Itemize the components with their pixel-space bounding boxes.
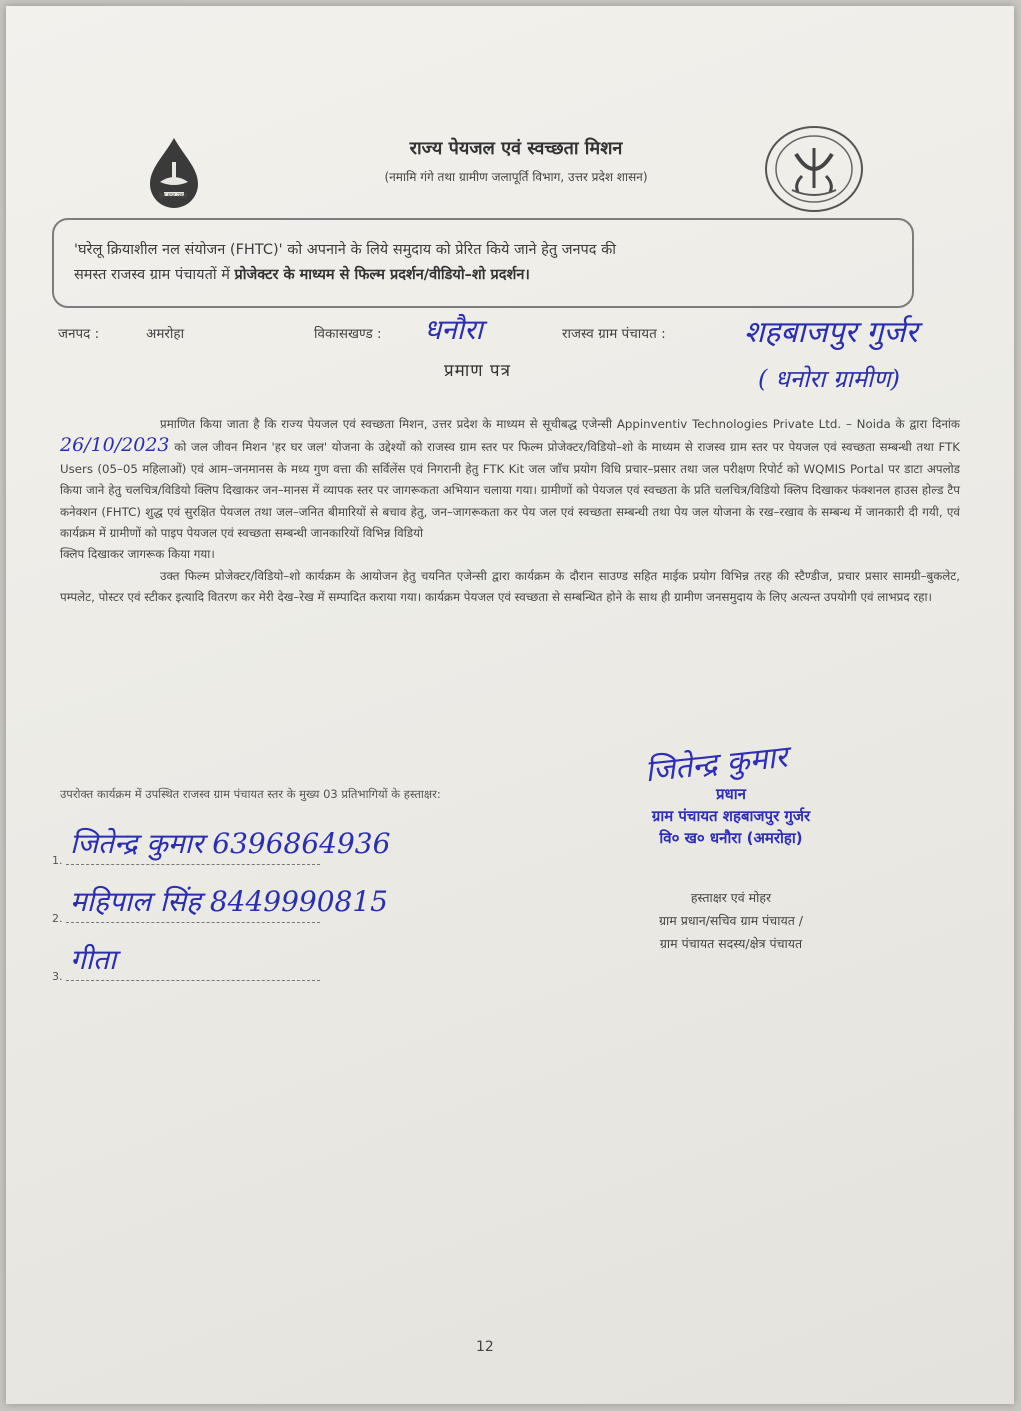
block-label: विकासखण्ड : (314, 326, 382, 342)
participant-entry-handwritten: गीता (70, 943, 117, 976)
stamp-role: प्रधान (716, 785, 746, 803)
certificate-body (60, 414, 960, 609)
signature-line (66, 980, 320, 981)
district-label: जनपद : (58, 326, 100, 342)
panchayat-note-handwritten: ( धनोरा ग्रामीण) (758, 365, 900, 393)
water-drop-logo-icon (134, 134, 214, 214)
pradhan-stamp (596, 739, 866, 849)
participant-row (52, 824, 472, 882)
participant-entry-handwritten: जितेन्द्र कुमार 6396864936 (70, 827, 391, 860)
participants-label: उपरोक्त कार्यक्रम में उपस्थित राजस्व ग्राम पंचायत स्तर के मुख्य 03 प्रतिभागियों के हस्ताक्षर: (60, 787, 441, 801)
certificate-title: प्रमाण पत्र (444, 361, 511, 381)
subject-box (52, 218, 914, 308)
subject-line-2 (74, 263, 894, 288)
body-paragraph-2: उक्त फिल्म प्रोजेक्टर/विडियो–शो कार्यक्रम के आयोजन हेतु चयनित एजेन्सी द्वारा कार्यक्रम के दौरान साउण्ड सहित माईक प्रयोग विभिन्न तरह की स्टैण्डीज, प्रचार प्रसार सामग्री–बुकलेट, पम्पलेट, पोस्टर एवं स्टीकर इत्यादि वितरण कर मेरी देख–रेख में सम्पादित कराया गया। कार्यक्रम पेयजल एवं स्वच्छता से सम्बन्धित होने के साथ ही ग्रामीण जनसमुदाय के लिए अत्यन्त उपयोगी एवं लाभप्रद रहा। (60, 568, 960, 605)
body-paragraph-1-part-c: क्लिप दिखाकर जागरूक किया गया। (60, 547, 215, 562)
signature-block-line-1: हस्ताक्षर एवं मोहर (690, 890, 772, 905)
panchayat-value-handwritten: शहबाजपुर गुर्जर (744, 315, 918, 350)
signature-block (596, 886, 866, 955)
mission-title: राज्य पेयजल एवं स्वच्छता मिशन (409, 138, 623, 159)
participant-entry-handwritten: महिपाल सिंह 8449990815 (70, 885, 388, 918)
page-number: 12 (476, 1339, 494, 1355)
stamp-block: वि० ख० धनौरा (अमरोहा) (659, 829, 803, 847)
body-paragraph-1-part-a: प्रमाणित किया जाता है कि राज्य पेयजल एवं स्वच्छता मिशन, उत्तर प्रदेश के माध्यम से सूचीबद्ध एजेन्सी Appinventiv Technologies Private Ltd. – Noida के द्वारा दिनांक (160, 417, 960, 431)
participant-number: 3. (52, 970, 63, 983)
district-value: अमरोहा (146, 326, 185, 342)
participant-row (52, 882, 472, 940)
subject-line-2-plain: समस्त राजस्व ग्राम पंचायतों में (74, 267, 230, 283)
participant-row (52, 940, 472, 998)
signature-line (66, 922, 320, 923)
panchayat-label: राजस्व ग्राम पंचायत : (562, 326, 666, 342)
pradhan-signature: जितेन्द्र कुमार (643, 739, 790, 790)
subject-line-1: 'घरेलू क्रियाशील नल संयोजन (FHTC)' को अपनाने के लिये समुदाय को प्रेरित किये जाने हेतु जनपद की (74, 242, 616, 258)
participants-list (52, 824, 472, 998)
participant-number: 2. (52, 912, 63, 925)
signature-block-line-2: ग्राम प्रधान/सचिव ग्राम पंचायत / (658, 913, 804, 928)
up-government-emblem-icon (762, 124, 866, 214)
block-value-handwritten: धनौरा (424, 313, 483, 346)
signature-line (66, 864, 320, 865)
participant-number: 1. (52, 854, 63, 867)
body-paragraph-1-part-b: को जल जीवन मिशन 'हर घर जल' योजना के उद्देश्यों को राजस्व ग्राम स्तर पर फिल्म प्रोजेक्टर/विडियो–शो के माध्यम से राजस्व ग्राम स्तर पर पेयजल एवं स्वच्छता सम्बन्धी तथा FTK Users (05–05 महिलाओं) एवं आम–जनमानस के मध्य गुण वत्ता की सर्विलेंस एवं निगरानी हेतु FTK Kit जल जाँच प्रयोग विधि प्रचार–प्रसार तथा जल परीक्षण रिपोर्ट को WQMIS Portal पर डाटा अपलोड किया जाने हेतु चलचित्र/विडियो क्लिप दिखाकर जन–मानस में व्यापक स्तर पर जागरूकता अभियान चलाया गया। ग्रामीणों को पेयजल एवं स्वच्छता के प्रति चलचित्र/विडियो क्लिप दिखाकर फंक्शनल हाउस होल्ड टैप कनेक्शन (FHTC) शुद्ध एवं सुरक्षित पेयजल तथा जल–जनित बीमारियों से बचाव हेतु, जन–जागरूकता कर पेय जल एवं स्वच्छता सम्बन्धी तथा पेय जल योजना के रख–रखाव के सम्बन्ध में जानकारी दी गयी, एवं कार्यक्रम में ग्रामीणों को पाइप पेयजल एवं स्वच्छता सम्बन्धी जानकारियों विभिन्न विडियो (60, 440, 961, 541)
document-page (6, 6, 1014, 1404)
signature-block-line-3: ग्राम पंचायत सदस्य/क्षेत्र पंचायत (659, 936, 803, 951)
program-date-handwritten: 26/10/2023 (60, 434, 170, 457)
logo-caption: हर घर जल (159, 192, 187, 200)
body-paragraph-1 (60, 414, 960, 544)
subject-line-2-bold: प्रोजेक्टर के माध्यम से फिल्म प्रदर्शन/वीडियो–शो प्रदर्शन। (234, 267, 530, 283)
mission-subtitle: (नमामि गंगे तथा ग्रामीण जलापूर्ति विभाग, उत्तर प्रदेश शासन) (384, 170, 648, 184)
stamp-panchayat: ग्राम पंचायत शहबाजपुर गुर्जर (651, 807, 811, 825)
